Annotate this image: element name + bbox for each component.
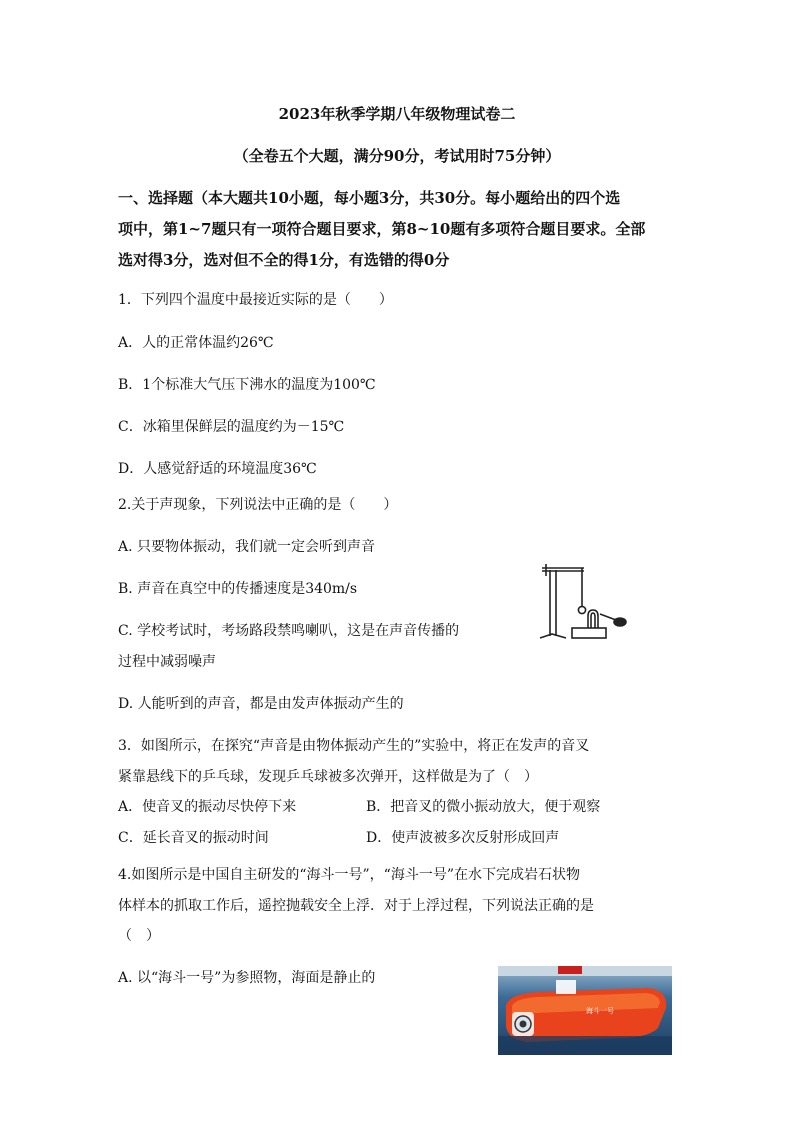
question-2-option-c-continued: 过程中减弱噪声 — [118, 654, 216, 670]
question-2-option-b: B. 声音在真空中的传播速度是340m/s — [118, 581, 358, 597]
section-instructions-line-2: 项中，第1~7题只有一项符合题目要求，第8~10题有多项符合题目要求。全部 — [118, 220, 646, 238]
question-4-stem-line-3: （ ） — [118, 928, 160, 944]
question-3-stem-line-1: 3．如图所示，在探究“声音是由物体振动产生的”实验中，将正在发声的音叉 — [118, 738, 590, 754]
section-instructions-line-1: 一、选择题（本大题共10小题，每小题3分，共30分。每小题给出的四个选 — [118, 189, 621, 207]
question-4-stem-line-2: 体样本的抓取工作后，遥控抛载安全上浮．对于上浮过程，下列说法正确的是 — [118, 898, 594, 914]
page-title: 2023年秋季学期八年级物理试卷二 — [278, 105, 516, 123]
question-1-option-a: A．人的正常体温约26℃ — [118, 335, 274, 351]
question-2-stem: 2.关于声现象，下列说法中正确的是（ ） — [118, 497, 398, 513]
submersible-photo — [498, 966, 672, 1055]
question-1-stem: 1．下列四个温度中最接近实际的是（ ） — [118, 292, 393, 308]
question-3-option-d: D．使声波被多次反射形成回声 — [366, 830, 560, 846]
page-subtitle: （全卷五个大题，满分90分，考试用时75分钟） — [233, 147, 561, 165]
submersible-hull-label: 海斗一号 — [586, 1007, 614, 1015]
question-3-option-c: C．延长音叉的振动时间 — [118, 830, 269, 846]
question-1-option-d: D．人感觉舒适的环境温度36℃ — [118, 461, 317, 477]
question-2-option-a: A. 只要物体振动，我们就一定会听到声音 — [118, 539, 376, 555]
question-2-option-c: C. 学校考试时，考场路段禁鸣喇叭，这是在声音传播的 — [118, 623, 460, 639]
question-1-option-c: C．冰箱里保鲜层的温度约为－15℃ — [118, 419, 345, 435]
question-4-option-a: A. 以“海斗一号”为参照物，海面是静止的 — [118, 970, 376, 986]
tuning-fork-figure — [536, 560, 628, 650]
question-3-option-b: B．把音叉的微小振动放大，便于观察 — [366, 799, 601, 815]
question-3-stem-line-2: 紧靠悬线下的乒乓球，发现乒乓球被多次弹开，这样做是为了（ ） — [118, 769, 538, 785]
section-instructions-line-3: 选对得3分，选对但不全的得1分，有选错的得0分 — [118, 251, 450, 269]
question-2-option-d: D. 人能听到的声音，都是由发声体振动产生的 — [118, 696, 404, 712]
question-3-option-a: A．使音叉的振动尽快停下来 — [118, 799, 297, 815]
question-1-option-b: B．1个标准大气压下沸水的温度为100℃ — [118, 377, 376, 393]
question-4-stem-line-1: 4.如图所示是中国自主研发的“海斗一号”，“海斗一号”在水下完成岩石状物 — [118, 867, 580, 883]
